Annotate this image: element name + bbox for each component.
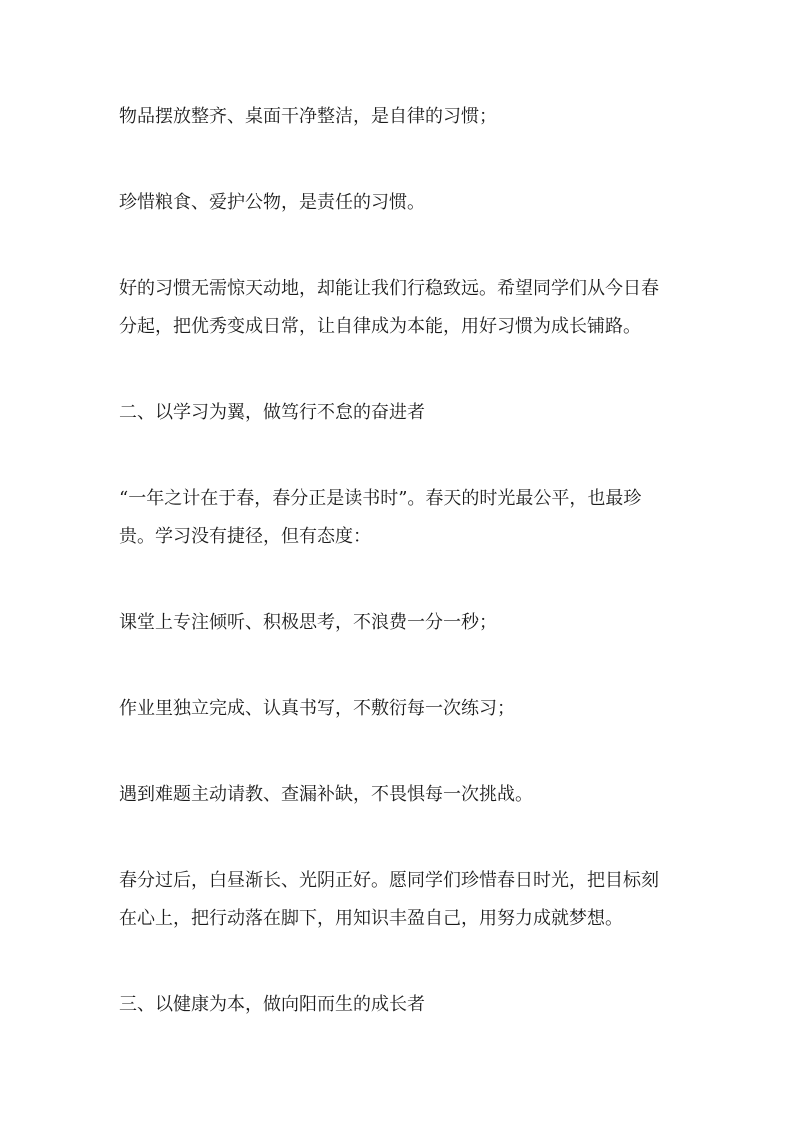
text-line: 课堂上专注倾听、积极思考，不浪费一分一秒；	[119, 612, 497, 633]
heading-text: 二、以学习为翼，做笃行不怠的奋进者	[119, 402, 425, 423]
paragraph-cherish-time	[119, 862, 679, 938]
document-body	[119, 98, 679, 1072]
text-line: 好的习惯无需惊天动地，却能让我们行稳致远。希望同学们从今日春	[119, 278, 659, 299]
paragraph-difficult-problems	[119, 776, 679, 814]
paragraph-good-habits-summary	[119, 270, 679, 346]
text-line: 贵。学习没有捷径，但有态度：	[119, 526, 371, 547]
text-line: 在心上，把行动落在脚下，用知识丰盈自己，用努力成就梦想。	[119, 908, 623, 929]
section-heading-study	[119, 394, 679, 432]
text-line: 遇到难题主动请教、查漏补缺，不畏惧每一次挑战。	[119, 784, 533, 805]
heading-text: 三、以健康为本，做向阳而生的成长者	[119, 994, 425, 1015]
text-line: 作业里独立完成、认真书写，不敷衍每一次练习；	[119, 698, 515, 719]
paragraph-classroom-focus	[119, 604, 679, 642]
text-line: 珍惜粮食、爱护公物，是责任的习惯。	[119, 192, 425, 213]
paragraph-responsibility-habit	[119, 184, 679, 222]
text-line: 分起，把优秀变成日常，让自律成为本能，用好习惯为成长铺路。	[119, 316, 641, 337]
text-line: 春分过后，白昼渐长、光阴正好。愿同学们珍惜春日时光，把目标刻	[119, 870, 659, 891]
text-line: “一年之计在于春，春分正是读书时”。春天的时光最公平，也最珍	[119, 488, 642, 509]
section-heading-health	[119, 986, 679, 1024]
text-line: 物品摆放整齐、桌面干净整洁，是自律的习惯；	[119, 106, 497, 127]
paragraph-spring-study-quote	[119, 480, 679, 556]
paragraph-homework	[119, 690, 679, 728]
paragraph-tidy-habit	[119, 98, 679, 136]
